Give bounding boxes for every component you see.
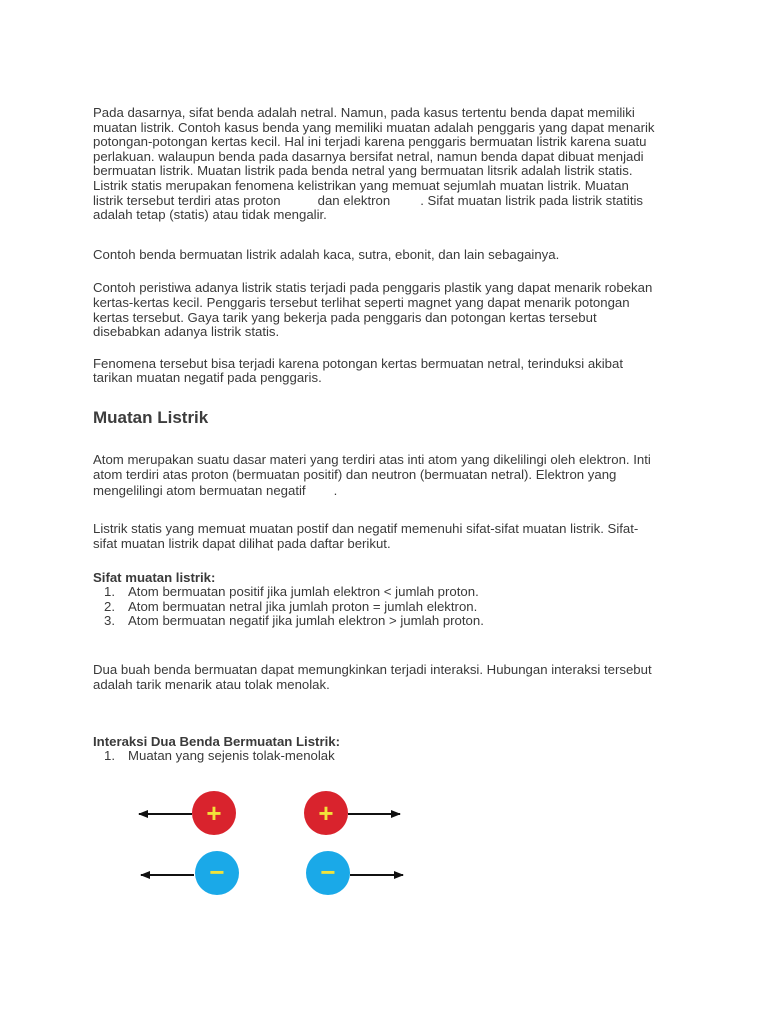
text-line: kertas tersebut. Gaya tarik yang bekerja pada penggaris dan potongan kertas tersebut (93, 309, 597, 325)
properties-list (93, 585, 683, 629)
list-item: 1. Muatan yang sejenis tolak-menolak (104, 748, 335, 764)
text-line: kertas-kertas kecil. Penggaris tersebut terlihat seperti magnet yang dapat menarik potongan (93, 294, 630, 310)
text-line: Contoh peristiwa adanya listrik statis terjadi pada penggaris plastik yang dapat menarik robekan (93, 280, 653, 296)
text-line: dan elektron (317, 192, 391, 208)
event-paragraph (93, 281, 683, 339)
text-line: . (333, 483, 338, 499)
text-line: adalah tetap (statis) atau tidak mengalir. (93, 207, 327, 223)
interaction-paragraph (93, 663, 683, 692)
text-line: Listrik statis merupakan fenomena kelistrikan yang memuat sejumlah muatan listrik. Muatan (93, 177, 629, 193)
document-body (93, 106, 683, 764)
minus-sign: − (209, 857, 225, 887)
text-line: mengelilingi atom bermuatan negatif (93, 483, 306, 499)
examples-paragraph: Contoh benda bermuatan listrik adalah kaca, sutra, ebonit, dan lain sebagainya. (93, 246, 560, 262)
properties-title: Sifat muatan listrik: (93, 570, 216, 586)
interactions-list (93, 749, 683, 764)
text-line: Dua buah benda bermuatan dapat memungkinkan terjadi interaksi. Hubungan interaksi tersebut (93, 662, 652, 678)
text-line: sifat muatan listrik dapat dilihat pada daftar berikut. (93, 535, 391, 551)
text-line: atom terdiri atas proton (bermuatan positif) dan neutron (bermuatan netral). Elektron yang (93, 466, 617, 482)
text-line: perlakuan. walaupun benda pada dasarnya bersifat netral, namun benda dapat dibuat menjadi (93, 148, 644, 164)
text-line: muatan listrik. Contoh kasus benda yang memiliki muatan adalah penggaris yang dapat menarik (93, 119, 655, 135)
atom-paragraph (93, 453, 683, 500)
text-line: bermuatan listrik. Muatan listrik pada benda netral yang bermuatan litsrik adalah listrik statis. (93, 163, 633, 179)
intro-paragraph (93, 106, 683, 223)
text-line: potongan-potongan kertas kecil. Hal ini terjadi karena penggaris bermuatan listrik karena suatu (93, 134, 647, 150)
minus-sign: − (320, 857, 336, 887)
static-paragraph (93, 522, 683, 551)
text-line: Atom merupakan suatu dasar materi yang terdiri atas inti atom yang dikelilingi oleh elektron. Inti (93, 451, 651, 467)
text-line: adalah tarik menarik atau tolak menolak. (93, 676, 330, 692)
phenomenon-paragraph (93, 357, 683, 386)
interactions-title: Interaksi Dua Benda Bermuatan Listrik: (93, 734, 340, 750)
text-line: . Sifat muatan listrik pada listrik statitis (420, 192, 644, 208)
text-line: Listrik statis yang memuat muatan postif dan negatif memenuhi sifat-sifat muatan listrik. Sifat- (93, 521, 639, 537)
list-item: 2. Atom bermuatan netral jika jumlah proton = jumlah elektron. (104, 598, 478, 614)
list-item: 1. Atom bermuatan positif jika jumlah elektron < jumlah proton. (104, 584, 479, 600)
plus-sign: + (318, 798, 334, 828)
plus-sign: + (206, 798, 222, 828)
text-line: tarikan muatan negatif pada penggaris. (93, 370, 322, 386)
text-line: listrik tersebut terdiri atas proton (93, 192, 281, 208)
text-line: Pada dasarnya, sifat benda adalah netral. Namun, pada kasus tertentu benda dapat memiliki (93, 105, 635, 120)
text-line: Fenomena tersebut bisa terjadi karena potongan kertas bermuatan netral, terinduksi akibat (93, 355, 624, 371)
charge-repulsion-diagram (130, 785, 420, 900)
text-line: disebabkan adanya listrik statis. (93, 324, 280, 340)
list-item: 3. Atom bermuatan negatif jika jumlah elektron > jumlah proton. (104, 613, 484, 629)
section-heading: Muatan Listrik (93, 407, 209, 427)
